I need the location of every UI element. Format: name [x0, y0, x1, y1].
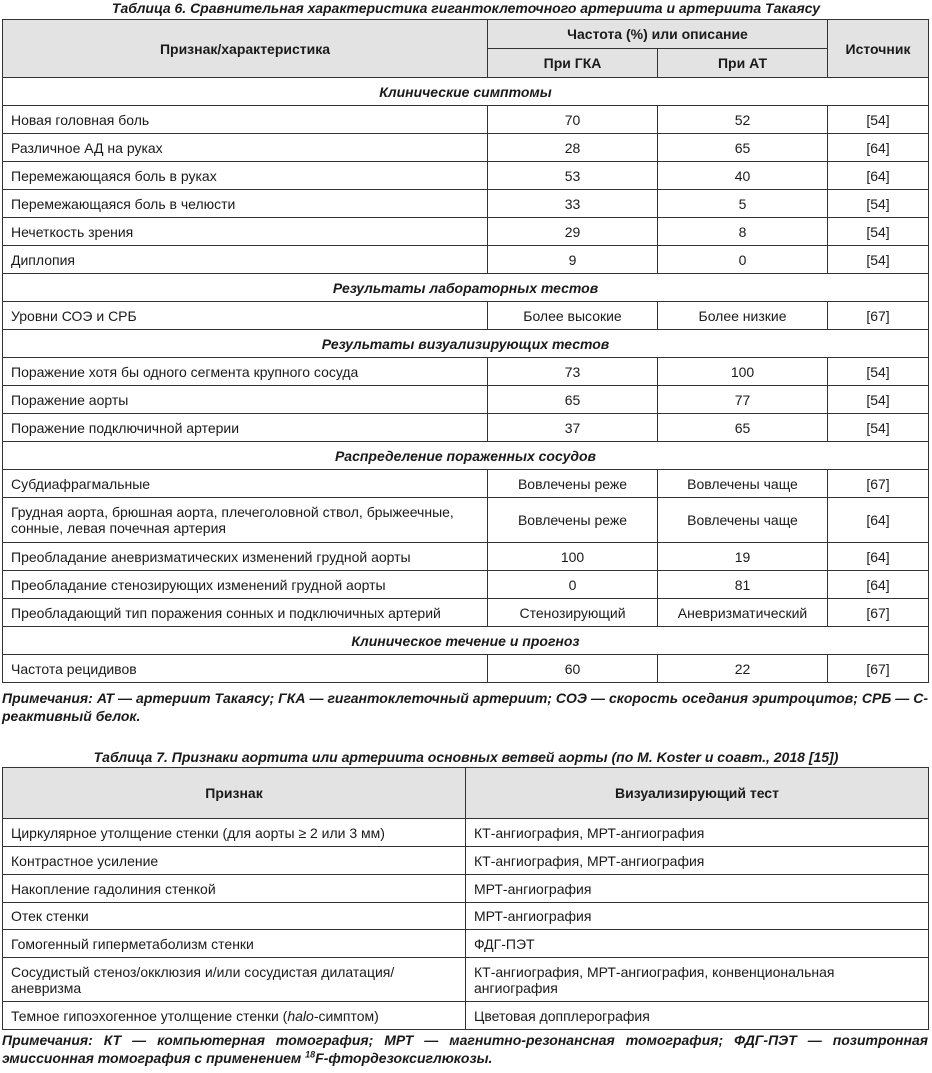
cell-gca: Более высокие — [488, 302, 658, 330]
cell-at: 77 — [658, 386, 828, 414]
table6-note: Примечания: АТ — артериит Такаясу; ГКА — гигантоклеточный артериит; СОЭ — скорость оседания эритроцитов; СРБ — С-реактивный белок. — [2, 690, 928, 724]
table-row — [3, 162, 929, 190]
table-row — [3, 599, 929, 627]
section-title: Распределение пораженных сосудов — [3, 442, 929, 470]
table-row — [3, 958, 929, 1002]
cell-at: 65 — [658, 134, 828, 162]
table-row — [3, 302, 929, 330]
row-test: Цветовая допплерография — [466, 1002, 929, 1030]
cell-at: 52 — [658, 106, 828, 134]
cell-at: 19 — [658, 543, 828, 571]
cell-source: [64] — [828, 543, 929, 571]
section-title: Клинические симптомы — [3, 78, 929, 106]
cell-gca: 70 — [488, 106, 658, 134]
halo-term: halo — [287, 1007, 314, 1024]
cell-feature: Различное АД на руках — [3, 134, 488, 162]
row-feature: Гомогенный гиперметаболизм стенки — [3, 930, 466, 958]
cell-at: 0 — [658, 246, 828, 274]
note-text: F-фтордезоксиглюкозы. — [315, 1050, 493, 1066]
cell-feature: Поражение хотя бы одного сегмента крупного сосуда — [3, 358, 488, 386]
cell-source: [67] — [828, 655, 929, 683]
row-feature-text: Темное гипоэхогенное утолщение стенки ( — [11, 1007, 288, 1024]
row-feature-text: -симптом) — [313, 1007, 379, 1024]
cell-source: [64] — [828, 162, 929, 190]
cell-feature: Диплопия — [3, 246, 488, 274]
note-text: Примечания: КТ — компьютерная томография; МРТ — магнитно-резонансная томография; ФДГ-ПЭТ — позитронная эмиссионная томография с применением — [2, 1032, 928, 1066]
section-title: Клиническое течение и прогноз — [3, 627, 929, 655]
row-test: КТ-ангиография, МРТ-ангиография, конвенциональная ангиография — [466, 958, 929, 1002]
cell-feature: Перемежающаяся боль в руках — [3, 162, 488, 190]
cell-source: [64] — [828, 498, 929, 543]
row-feature: Циркулярное утолщение стенки (для аорты ≥ 2 или 3 мм) — [3, 819, 466, 847]
row-feature: Отек стенки — [3, 903, 466, 930]
cell-feature: Поражение аорты — [3, 386, 488, 414]
cell-gca: 37 — [488, 414, 658, 442]
cell-source: [54] — [828, 246, 929, 274]
cell-feature: Нечеткость зрения — [3, 218, 488, 246]
table-row — [3, 543, 929, 571]
cell-source: [67] — [828, 599, 929, 627]
cell-at: 65 — [658, 414, 828, 442]
table7-caption: Таблица 7. Признаки аортита или артериита основных ветвей аорты (по M. Koster и соавт., 2018 [15]) — [93, 749, 839, 765]
section-row — [3, 78, 929, 106]
table-row — [3, 134, 929, 162]
cell-gca: 29 — [488, 218, 658, 246]
row-test: КТ-ангиография, МРТ-ангиография — [466, 847, 929, 875]
cell-gca: 65 — [488, 386, 658, 414]
row-feature: Контрастное усиление — [3, 847, 466, 875]
table-row — [3, 498, 929, 543]
table7-body — [3, 819, 929, 1030]
cell-gca: Вовлечены реже — [488, 498, 658, 543]
cell-at: Аневризматический — [658, 599, 828, 627]
cell-gca: 100 — [488, 543, 658, 571]
cell-gca: 28 — [488, 134, 658, 162]
isotope-superscript: 18 — [305, 1049, 316, 1060]
cell-feature: Уровни СОЭ и СРБ — [3, 302, 488, 330]
cell-gca: 60 — [488, 655, 658, 683]
section-row — [3, 442, 929, 470]
table-row — [3, 819, 929, 847]
cell-feature: Преобладание стенозирующих изменений грудной аорты — [3, 571, 488, 599]
row-test: ФДГ-ПЭТ — [466, 930, 929, 958]
cell-gca: 73 — [488, 358, 658, 386]
cell-gca: 33 — [488, 190, 658, 218]
table-row — [3, 875, 929, 903]
table-row — [3, 903, 929, 930]
row-test: МРТ-ангиография — [466, 875, 929, 903]
header-sign: Признак — [3, 768, 466, 819]
table-row — [3, 930, 929, 958]
header-at: При АТ — [658, 49, 828, 78]
section-title: Результаты визуализирующих тестов — [3, 330, 929, 358]
cell-at: Более низкие — [658, 302, 828, 330]
cell-feature: Новая головная боль — [3, 106, 488, 134]
cell-feature: Преобладающий тип поражения сонных и подключичных артерий — [3, 599, 488, 627]
cell-at: 81 — [658, 571, 828, 599]
table-row — [3, 571, 929, 599]
cell-feature: Грудная аорта, брюшная аорта, плечеголовной ствол, брыжеечные, сонные, левая почечная артерия — [3, 498, 488, 543]
cell-feature: Субдиафрагмальные — [3, 470, 488, 498]
cell-source: [64] — [828, 571, 929, 599]
table-row — [3, 1002, 929, 1030]
table-row — [3, 106, 929, 134]
table-row — [3, 190, 929, 218]
table-row — [3, 414, 929, 442]
cell-source: [54] — [828, 218, 929, 246]
table-row — [3, 470, 929, 498]
cell-gca: 9 — [488, 246, 658, 274]
cell-gca: 53 — [488, 162, 658, 190]
table-row — [3, 655, 929, 683]
cell-at: 40 — [658, 162, 828, 190]
cell-at: 8 — [658, 218, 828, 246]
cell-source: [54] — [828, 190, 929, 218]
header-source: Источник — [828, 20, 929, 78]
cell-at: 100 — [658, 358, 828, 386]
cell-at: Вовлечены чаще — [658, 470, 828, 498]
cell-feature: Преобладание аневризматических изменений грудной аорты — [3, 543, 488, 571]
table-row — [3, 847, 929, 875]
cell-source: [67] — [828, 470, 929, 498]
header-gca: При ГКА — [488, 49, 658, 78]
cell-source: [64] — [828, 134, 929, 162]
cell-source: [54] — [828, 106, 929, 134]
table6-body — [3, 78, 929, 683]
cell-feature: Перемежающаяся боль в челюсти — [3, 190, 488, 218]
table-row — [3, 246, 929, 274]
cell-gca: 0 — [488, 571, 658, 599]
row-feature: Сосудистый стеноз/окклюзия и/или сосудистая дилатация/аневризма — [3, 958, 466, 1002]
table-row — [3, 218, 929, 246]
row-feature: Накопление гадолиния стенкой — [3, 875, 466, 903]
row-feature — [3, 1002, 466, 1030]
cell-source: [54] — [828, 386, 929, 414]
section-row — [3, 330, 929, 358]
section-row — [3, 627, 929, 655]
cell-gca: Стенозирующий — [488, 599, 658, 627]
cell-feature: Поражение подключичной артерии — [3, 414, 488, 442]
table-row — [3, 386, 929, 414]
header-imaging-test: Визуализирующий тест — [466, 768, 929, 819]
table6-caption: Таблица 6. Сравнительная характеристика гигантоклеточного артериита и артериита Такаясу — [111, 0, 821, 16]
section-row — [3, 274, 929, 302]
cell-at: Вовлечены чаще — [658, 498, 828, 543]
cell-source: [67] — [828, 302, 929, 330]
header-frequency: Частота (%) или описание — [488, 20, 828, 49]
row-test: МРТ-ангиография — [466, 903, 929, 930]
section-title: Результаты лабораторных тестов — [3, 274, 929, 302]
comparison-table — [2, 19, 929, 683]
table-row — [3, 358, 929, 386]
cell-gca: Вовлечены реже — [488, 470, 658, 498]
aortitis-signs-table — [2, 767, 929, 1030]
cell-source: [54] — [828, 414, 929, 442]
row-test: КТ-ангиография, МРТ-ангиография — [466, 819, 929, 847]
cell-at: 22 — [658, 655, 828, 683]
cell-feature: Частота рецидивов — [3, 655, 488, 683]
header-feature: Признак/характеристика — [3, 20, 488, 78]
cell-source: [54] — [828, 358, 929, 386]
cell-at: 5 — [658, 190, 828, 218]
table7-note — [2, 1031, 928, 1067]
